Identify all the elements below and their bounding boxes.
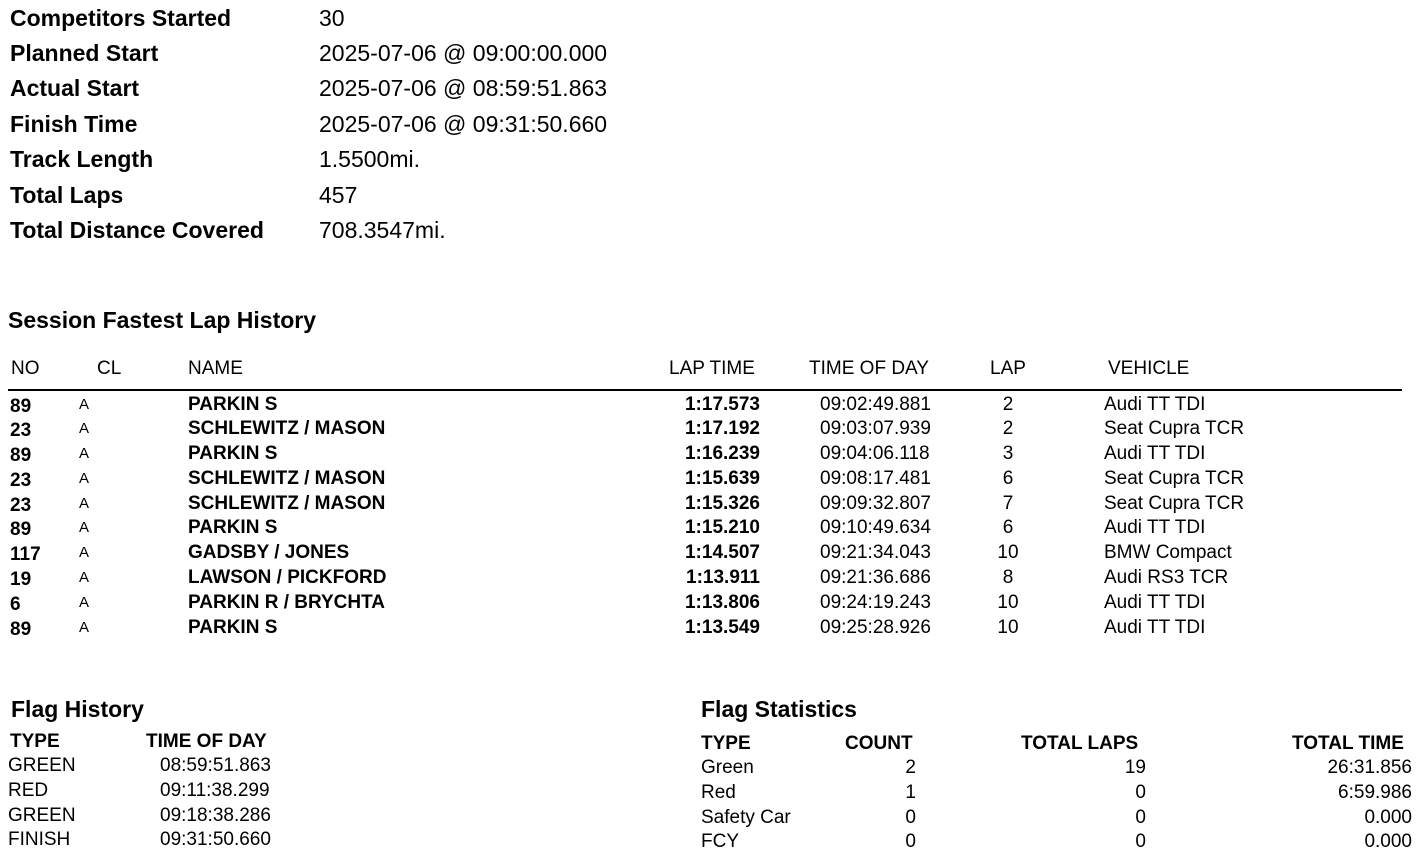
actual-start-value: 2025-07-06 @ 08:59:51.863 [319, 75, 608, 101]
competitors-started-label: Competitors Started [10, 5, 232, 31]
column-header-type: TYPE [701, 733, 751, 754]
flag-total-laps: 0 [1135, 831, 1146, 852]
flag-total-laps: 0 [1135, 807, 1146, 828]
class-code: A [79, 470, 90, 487]
section-title: Session Fastest Lap History [8, 307, 317, 333]
flag-type: RED [8, 780, 49, 801]
planned-start-label: Planned Start [10, 40, 159, 66]
lap-time: 1:17.192 [684, 418, 760, 439]
driver-name: SCHLEWITZ / MASON [188, 468, 386, 489]
time-of-day: 09:21:34.043 [820, 542, 931, 563]
class-code: A [79, 396, 90, 413]
flag-type: Safety Car [701, 807, 791, 828]
flag-time: 09:31:50.660 [160, 829, 271, 850]
driver-name: PARKIN S [188, 394, 278, 415]
vehicle: Audi TT TDI [1104, 394, 1206, 415]
column-header-total-laps: TOTAL LAPS [1021, 733, 1139, 754]
flag-count: 2 [905, 757, 916, 778]
column-header-count: COUNT [845, 733, 913, 754]
lap-time: 1:13.806 [684, 592, 760, 613]
column-header-lap: LAP [990, 358, 1026, 379]
vehicle: Audi TT TDI [1104, 617, 1206, 638]
time-of-day: 09:04:06.118 [820, 443, 930, 464]
time-of-day: 09:24:19.243 [820, 592, 931, 613]
driver-name: LAWSON / PICKFORD [188, 567, 387, 588]
vehicle: Seat Cupra TCR [1104, 418, 1245, 439]
column-header-lap-time: LAP TIME [669, 358, 755, 379]
flag-type: GREEN [8, 755, 76, 776]
flag-total-time: 26:31.856 [1327, 757, 1412, 778]
time-of-day: 09:08:17.481 [820, 468, 931, 489]
lap-time: 1:14.507 [684, 542, 760, 563]
column-header-time-of-day: TIME OF DAY [146, 731, 267, 752]
planned-start-value: 2025-07-06 @ 09:00:00.000 [319, 40, 608, 66]
lap-time: 1:13.549 [684, 617, 760, 638]
lap-time: 1:15.639 [684, 468, 760, 489]
table-row [0, 542, 1422, 566]
lap-time: 1:17.573 [684, 394, 760, 415]
column-header-time-of-day: TIME OF DAY [809, 358, 929, 379]
flag-type: GREEN [8, 805, 76, 826]
class-code: A [79, 519, 90, 536]
column-header-type: TYPE [10, 731, 60, 752]
column-header-name: NAME [188, 358, 243, 379]
lap-time: 1:15.210 [684, 517, 760, 538]
actual-start-label: Actual Start [10, 75, 140, 101]
car-number: 23 [10, 495, 32, 516]
class-code: A [79, 544, 90, 561]
vehicle: Audi TT TDI [1104, 443, 1206, 464]
car-number: 89 [10, 396, 32, 417]
table-row [0, 394, 1422, 418]
column-header-vehicle: VEHICLE [1108, 358, 1190, 379]
total-laps-value: 457 [319, 182, 358, 208]
lap-number: 2 [1002, 394, 1014, 415]
lap-number: 3 [1002, 443, 1014, 464]
table-row [0, 617, 1422, 641]
header-divider [8, 389, 1402, 391]
class-code: A [79, 495, 90, 512]
section-title: Flag Statistics [701, 696, 857, 722]
flag-time: 08:59:51.863 [160, 755, 271, 776]
flag-time: 09:18:38.286 [160, 805, 271, 826]
lap-number: 6 [1002, 517, 1014, 538]
car-number: 19 [10, 569, 32, 590]
flag-type: FCY [701, 831, 739, 852]
table-row [0, 443, 1422, 467]
track-length-label: Track Length [10, 146, 154, 172]
total-distance-value: 708.3547mi. [319, 217, 446, 243]
driver-name: PARKIN S [188, 617, 278, 638]
driver-name: PARKIN S [188, 517, 278, 538]
column-header-no: NO [11, 358, 40, 379]
flag-count: 0 [905, 831, 916, 852]
car-number: 117 [10, 544, 41, 565]
total-laps-label: Total Laps [10, 182, 124, 208]
lap-number: 8 [1002, 567, 1014, 588]
lap-time: 1:16.239 [684, 443, 760, 464]
flag-count: 0 [905, 807, 916, 828]
driver-name: PARKIN S [188, 443, 278, 464]
lap-time: 1:13.911 [686, 567, 760, 588]
table-row [0, 418, 1422, 442]
section-title: Flag History [11, 696, 144, 722]
flag-total-laps: 19 [1124, 757, 1146, 778]
class-code: A [79, 445, 90, 462]
lap-number: 10 [997, 592, 1019, 613]
flag-total-laps: 0 [1135, 782, 1146, 803]
column-header-class: CL [97, 358, 122, 379]
lap-number: 6 [1002, 468, 1014, 489]
table-row [0, 493, 1422, 517]
vehicle: Seat Cupra TCR [1104, 493, 1245, 514]
time-of-day: 09:21:36.686 [820, 567, 931, 588]
vehicle: Audi TT TDI [1104, 592, 1206, 613]
car-number: 6 [10, 594, 21, 615]
car-number: 89 [10, 445, 32, 466]
class-code: A [79, 594, 90, 611]
lap-number: 10 [997, 617, 1019, 638]
flag-type: Green [701, 757, 754, 778]
car-number: 89 [10, 619, 32, 640]
flag-type: Red [701, 782, 736, 803]
class-code: A [79, 619, 90, 636]
lap-time: 1:15.326 [684, 493, 760, 514]
driver-name: SCHLEWITZ / MASON [188, 493, 386, 514]
vehicle: Audi RS3 TCR [1104, 567, 1229, 588]
car-number: 23 [10, 470, 32, 491]
flag-total-time: 0.000 [1364, 831, 1412, 852]
time-of-day: 09:02:49.881 [820, 394, 931, 415]
finish-time-value: 2025-07-06 @ 09:31:50.660 [319, 111, 608, 137]
driver-name: GADSBY / JONES [188, 542, 350, 563]
time-of-day: 09:09:32.807 [820, 493, 931, 514]
time-of-day: 09:03:07.939 [820, 418, 931, 439]
total-distance-label: Total Distance Covered [10, 217, 264, 243]
finish-time-label: Finish Time [10, 111, 138, 137]
flag-type: FINISH [8, 829, 71, 850]
vehicle: BMW Compact [1104, 542, 1232, 563]
column-header-total-time: TOTAL TIME [1292, 733, 1404, 754]
table-row [0, 567, 1422, 591]
flag-count: 1 [905, 782, 916, 803]
time-of-day: 09:25:28.926 [820, 617, 931, 638]
table-row [0, 468, 1422, 492]
flag-time: 09:11:38.299 [160, 780, 270, 801]
table-row [0, 517, 1422, 541]
competitors-started-value: 30 [319, 5, 345, 31]
car-number: 23 [10, 420, 32, 441]
class-code: A [79, 420, 90, 437]
table-row [0, 592, 1422, 616]
flag-total-time: 0.000 [1364, 807, 1412, 828]
lap-number: 2 [1002, 418, 1014, 439]
driver-name: PARKIN R / BRYCHTA [188, 592, 386, 613]
driver-name: SCHLEWITZ / MASON [188, 418, 386, 439]
lap-number: 7 [1002, 493, 1014, 514]
track-length-value: 1.5500mi. [319, 146, 421, 172]
vehicle: Seat Cupra TCR [1104, 468, 1245, 489]
time-of-day: 09:10:49.634 [820, 517, 931, 538]
flag-total-time: 6:59.986 [1338, 782, 1412, 803]
class-code: A [79, 569, 90, 586]
vehicle: Audi TT TDI [1104, 517, 1206, 538]
car-number: 89 [10, 519, 32, 540]
lap-number: 10 [997, 542, 1019, 563]
